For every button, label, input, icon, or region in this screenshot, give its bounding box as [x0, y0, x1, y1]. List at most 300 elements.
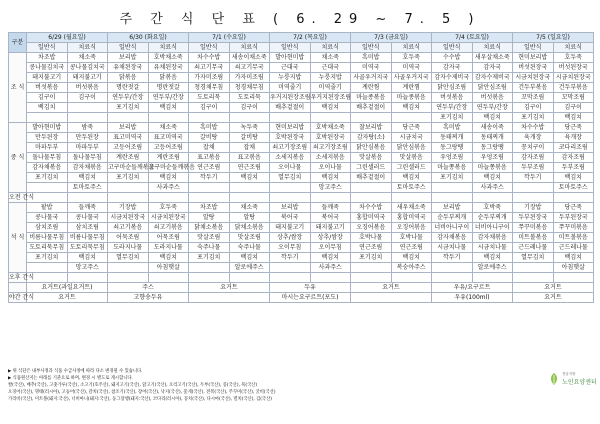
- dinner-row: [9, 233, 594, 243]
- menu-cell: 홍합미역국: [351, 213, 392, 223]
- menu-cell: 잡채: [189, 143, 230, 153]
- snack-cell: [553, 193, 594, 203]
- menu-cell: 시금치된장국: [553, 73, 594, 83]
- menu-cell: 감자탕(소): [351, 133, 392, 143]
- menu-cell: 아침햇살: [553, 263, 594, 273]
- dinner-row: [9, 253, 594, 263]
- snack-cell: [310, 193, 351, 203]
- menu-cell: 백김치: [67, 173, 108, 183]
- menu-cell: 순두부찌개: [472, 213, 513, 223]
- menu-cell: 오이나물: [310, 163, 351, 173]
- snack-cell: 요거트: [189, 283, 270, 293]
- menu-cell: 콩나물김치국: [27, 63, 68, 73]
- snack-cell: [513, 193, 554, 203]
- menu-cell: 쭈꾸미볶음: [553, 223, 594, 233]
- menu-cell: 호박채소죽: [148, 53, 189, 63]
- menu-cell: 그린샐러드: [391, 163, 432, 173]
- menu-cell: 콩나물김치국: [67, 63, 108, 73]
- menu-cell: 닭볶음: [148, 73, 189, 83]
- menu-cell: 포기김치: [108, 173, 149, 183]
- menu-cell: 동태찌개: [432, 133, 473, 143]
- menu-cell: 도토리묵무침: [27, 243, 68, 253]
- menu-cell: [513, 263, 554, 273]
- menu-cell: 건두부볶음: [513, 83, 554, 93]
- menu-cell: 호두죽: [391, 53, 432, 63]
- menu-cell: 호박된장국: [310, 133, 351, 143]
- menu-cell: [189, 183, 230, 193]
- menu-cell: 가자미조림: [189, 73, 230, 83]
- menu-cell: 호박채소죽: [310, 123, 351, 133]
- menu-cell: [351, 263, 392, 273]
- menu-cell: 닭안심조림: [432, 83, 473, 93]
- snack-cell: 요거트: [513, 283, 594, 293]
- menu-cell: 오이나물: [270, 163, 311, 173]
- regular-diet-header: 일반식: [27, 43, 68, 53]
- breakfast-row: [9, 53, 594, 63]
- menu-cell: 호두죽: [148, 203, 189, 213]
- menu-cell: 돼지불고기: [67, 73, 108, 83]
- menu-cell: 콩나물국: [27, 213, 68, 223]
- menu-cell: [189, 263, 230, 273]
- menu-cell: 명란젓갈: [148, 83, 189, 93]
- menu-cell: 가자미조림: [229, 73, 270, 83]
- menu-cell: 도토리묵: [189, 93, 230, 103]
- dinner-row: [9, 243, 594, 253]
- menu-cell: 두부된장국: [553, 213, 594, 223]
- menu-cell: 시금치국: [391, 133, 432, 143]
- menu-cell: 깍두기: [270, 253, 311, 263]
- footer-note: ▶ 식품원산지는 아래를 기준으로 하며, 변경 시 별도로 게시합니다.: [8, 376, 133, 381]
- menu-cell: 사과주스: [310, 263, 351, 273]
- menu-cell: 맛살볶음: [351, 153, 392, 163]
- menu-cell: 유채된장국: [148, 63, 189, 73]
- menu-cell: 숙주나물: [229, 243, 270, 253]
- menu-cell: 알로에주스: [472, 263, 513, 273]
- menu-cell: 미트볼볶음: [553, 233, 594, 243]
- footer-note: 오징어(국산), 명태(러시아), 고등어(국산), 갈치(국산), 참조기(국산), 장어(국산), 낙지(국산), 꽃게(국산), 전복(국산), 주꾸미(국산), 굴비(국산): [8, 390, 276, 395]
- menu-cell: 호박죽: [472, 203, 513, 213]
- menu-cell: 돼지불고기: [310, 223, 351, 233]
- menu-cell: 보리밥: [432, 203, 473, 213]
- snack-cell: 요거트: [513, 293, 594, 303]
- breakfast-row: [9, 113, 594, 123]
- menu-cell: 차수수밥: [189, 53, 230, 63]
- footer-note: 가리비(국산), 미트볼(돼지:국산), 너비아니(돼지:국산), 동그랑땡(돼지:국산), 코다리(러시아), 꽁치(국산), 다시마(국산), 멸치(국산), 김(국산): [8, 397, 272, 402]
- menu-cell: 닭안심조림: [472, 83, 513, 93]
- lunch-row: [9, 163, 594, 173]
- menu-cell: 도토리묵무침: [67, 243, 108, 253]
- am-snack-row: [9, 193, 594, 203]
- menu-cell: 돌나물무침: [27, 153, 68, 163]
- menu-cell: 열무김치: [270, 173, 311, 183]
- menu-cell: 흑미밥: [189, 123, 230, 133]
- snack-cell: [229, 273, 270, 283]
- pm-snack-label: 오후 간식: [9, 274, 35, 281]
- menu-cell: 꽁치구이: [513, 143, 554, 153]
- menu-cell: 호두죽: [553, 53, 594, 63]
- menu-cell: 버섯된장국: [553, 63, 594, 73]
- menu-cell: 백김치: [229, 253, 270, 263]
- center-logo: [548, 370, 597, 390]
- menu-cell: 백김치: [553, 173, 594, 183]
- menu-cell: 마늘쫑볶음: [432, 163, 473, 173]
- menu-cell: 미역줄기: [270, 83, 311, 93]
- therapeutic-diet-header: 치료식: [553, 43, 594, 53]
- menu-cell: 두부조림: [513, 163, 554, 173]
- menu-cell: [351, 183, 392, 193]
- snack-cell: [553, 273, 594, 283]
- menu-cell: 채소죽: [67, 53, 108, 63]
- lunch-row: [9, 153, 594, 163]
- menu-cell: [67, 113, 108, 123]
- menu-cell: 백김치: [229, 173, 270, 183]
- menu-cell: 누룽지밥: [310, 73, 351, 83]
- therapeutic-diet-header: 치료식: [310, 43, 351, 53]
- menu-cell: 만두된장: [67, 133, 108, 143]
- menu-cell: 김구이: [229, 103, 270, 113]
- menu-cell: 미역국: [391, 63, 432, 73]
- menu-cell: 백김치: [148, 253, 189, 263]
- menu-cell: 삼치조림: [27, 223, 68, 233]
- menu-cell: 녹두죽: [229, 123, 270, 133]
- menu-cell: 배추겉절이: [270, 103, 311, 113]
- menu-cell: [432, 263, 473, 273]
- menu-cell: 알탕: [229, 213, 270, 223]
- menu-cell: 새송이죽: [472, 123, 513, 133]
- snack-cell: 주스: [108, 283, 189, 293]
- menu-cell: 발아현미밥: [27, 123, 68, 133]
- menu-cell: 꼬막조림: [553, 93, 594, 103]
- menu-cell: 보리밥: [108, 123, 149, 133]
- snack-cell: [270, 273, 311, 283]
- snack-cell: 마시는요구르트(포도): [270, 293, 351, 303]
- lunch-row: [9, 143, 594, 153]
- menu-cell: 홍합미역국: [391, 213, 432, 223]
- menu-cell: 배추겉절이: [351, 103, 392, 113]
- menu-cell: 차수수밥: [513, 123, 554, 133]
- menu-cell: 어묵조림: [148, 233, 189, 243]
- snack-cell: [189, 273, 230, 283]
- snack-cell: [513, 273, 554, 283]
- menu-cell: 그린샐러드: [351, 163, 392, 173]
- menu-cell: 육개장: [553, 133, 594, 143]
- menu-cell: 복숭아주스: [391, 263, 432, 273]
- menu-cell: 김구이: [513, 103, 554, 113]
- snack-cell: 우유(100ml): [432, 293, 513, 303]
- snack-cell: [310, 273, 351, 283]
- snack-cell: 고향송두유: [108, 293, 189, 303]
- breakfast-label: 조 식: [9, 53, 27, 123]
- menu-cell: 포기김치: [108, 103, 149, 113]
- menu-cell: 열무김치: [513, 253, 554, 263]
- snack-cell: [189, 293, 270, 303]
- menu-cell: 백김치: [472, 113, 513, 123]
- menu-cell: 상추/쌈장: [270, 233, 311, 243]
- menu-cell: 갈비탕: [229, 133, 270, 143]
- snack-cell: [67, 273, 108, 283]
- night-snack-label: 야간 간식: [9, 294, 35, 301]
- menu-cell: 포기김치: [513, 113, 554, 123]
- dinner-row: [9, 223, 594, 233]
- menu-cell: 우엉조림: [432, 153, 473, 163]
- menu-cell: 연두부/간장: [472, 103, 513, 113]
- snack-cell: 요거트(과일요거트): [27, 283, 108, 293]
- menu-cell: 버섯볶음: [432, 93, 473, 103]
- snack-cell: [391, 193, 432, 203]
- menu-cell: 근대국: [270, 63, 311, 73]
- menu-cell: [229, 183, 270, 193]
- day-header: 7/4 (토요일): [432, 33, 513, 43]
- menu-cell: 연근조림: [229, 163, 270, 173]
- therapeutic-diet-header: 치료식: [391, 43, 432, 53]
- menu-cell: 채소죽: [310, 53, 351, 63]
- snack-cell: [432, 273, 473, 283]
- snack-cell: [67, 193, 108, 203]
- menu-cell: 사과주스: [148, 183, 189, 193]
- menu-cell: 계란조림: [108, 153, 149, 163]
- menu-cell: 소세지볶음: [310, 153, 351, 163]
- menu-cell: 두부된장국: [513, 213, 554, 223]
- menu-cell: 포기김치: [432, 173, 473, 183]
- menu-cell: 마파두부: [27, 143, 68, 153]
- category-header: 구분: [9, 33, 27, 53]
- snack-cell: [351, 193, 392, 203]
- menu-cell: 포기김치: [27, 173, 68, 183]
- dinner-row: [9, 263, 594, 273]
- menu-cell: 차조밥: [189, 203, 230, 213]
- menu-cell: 마늘종볶음: [391, 93, 432, 103]
- menu-cell: 백김치: [553, 113, 594, 123]
- therapeutic-diet-header: 치료식: [472, 43, 513, 53]
- menu-cell: 감자조림: [513, 153, 554, 163]
- snack-cell: [148, 273, 189, 283]
- menu-cell: 감자국: [472, 63, 513, 73]
- menu-cell: 포기김치: [27, 253, 68, 263]
- menu-cell: 유채된장국: [108, 63, 149, 73]
- menu-cell: 시금치된장국: [513, 73, 554, 83]
- menu-cell: 동그랑땡: [472, 143, 513, 153]
- day-header: 7/1 (수요일): [189, 33, 270, 43]
- regular-diet-header: 일반식: [432, 43, 473, 53]
- menu-cell: 백김치: [148, 103, 189, 113]
- menu-cell: 연근조림: [189, 163, 230, 173]
- snack-cell: 요거트: [351, 283, 432, 293]
- menu-cell: 감자채볶음: [27, 163, 68, 173]
- menu-cell: 동그랑땡: [432, 143, 473, 153]
- menu-cell: 쭈꾸미볶음: [513, 223, 554, 233]
- menu-cell: 새송이채소죽: [229, 53, 270, 63]
- snack-cell: [472, 273, 513, 283]
- day-header: 6/30 (화요일): [108, 33, 189, 43]
- menu-cell: 수수밥: [432, 53, 473, 63]
- menu-cell: 근드레나물: [553, 243, 594, 253]
- menu-cell: 계란찜: [391, 83, 432, 93]
- menu-cell: 쇠고기무국: [229, 63, 270, 73]
- menu-cell: 새우채소죽: [391, 203, 432, 213]
- menu-cell: [229, 113, 270, 123]
- menu-cell: 보리밥: [108, 53, 149, 63]
- menu-cell: 잡채: [229, 143, 270, 153]
- menu-cell: 버섯볶음: [472, 93, 513, 103]
- menu-cell: 당근죽: [553, 203, 594, 213]
- menu-cell: 감자채볶음: [432, 233, 473, 243]
- menu-cell: 너비아니구이: [432, 223, 473, 233]
- menu-cell: 당근죽: [391, 123, 432, 133]
- menu-table: [8, 32, 594, 303]
- snack-extra-row: [9, 283, 594, 293]
- menu-cell: 닭볶음: [108, 73, 149, 83]
- menu-cell: 상추/쌈장: [310, 233, 351, 243]
- am-snack-label: 오전 간식: [9, 194, 35, 201]
- menu-cell: 오이무침: [310, 243, 351, 253]
- dinner-label: 석 식: [9, 203, 27, 273]
- menu-cell: 차수수밥: [351, 203, 392, 213]
- menu-cell: 건두부볶음: [553, 83, 594, 93]
- menu-cell: 토마토주스: [553, 183, 594, 193]
- menu-cell: 사골우거지국: [351, 73, 392, 83]
- menu-cell: 오이무침: [270, 243, 311, 253]
- menu-cell: 찰보리밥: [351, 123, 392, 133]
- menu-cell: 마파두부: [67, 143, 108, 153]
- menu-cell: [432, 183, 473, 193]
- regular-diet-header: 일반식: [270, 43, 311, 53]
- menu-cell: 돼지불고기: [27, 73, 68, 83]
- lunch-label: 중 식: [9, 123, 27, 193]
- menu-cell: 버섯볶음: [67, 83, 108, 93]
- menu-cell: 코다리조림: [553, 143, 594, 153]
- menu-cell: 기장밥: [513, 203, 554, 213]
- menu-cell: 삼치조림: [67, 223, 108, 233]
- snack-cell: [189, 193, 230, 203]
- menu-cell: 토마토주스: [391, 183, 432, 193]
- lunch-row: [9, 173, 594, 183]
- menu-cell: 연두부/간장: [432, 103, 473, 113]
- footer-notes: [8, 368, 538, 403]
- menu-cell: 망고주스: [67, 263, 108, 273]
- menu-cell: 누룽지밥: [270, 73, 311, 83]
- menu-cell: 비름나물무침: [27, 233, 68, 243]
- menu-cell: 쇠고기장조림: [270, 143, 311, 153]
- snack-cell: [270, 193, 311, 203]
- regular-diet-header: 일반식: [351, 43, 392, 53]
- menu-cell: 닭채소볶음: [229, 223, 270, 233]
- leaf-logo-icon: [548, 372, 560, 386]
- menu-cell: 백김치: [67, 253, 108, 263]
- menu-cell: 김구이: [27, 93, 68, 103]
- regular-diet-header: 일반식: [513, 43, 554, 53]
- footer-note: 쌀(국산), 배추(국산), 고춧가루(국산), 소고기(호주산), 돼지고기(국산), 닭고기(국산), 오리고기(국산), 두부(국산), 콩(국산), 묵(국산): [8, 383, 258, 388]
- menu-cell: 현미보리밥: [270, 123, 311, 133]
- menu-cell: [108, 183, 149, 193]
- menu-cell: [189, 113, 230, 123]
- menu-cell: 우거지된장조림: [310, 94, 352, 101]
- menu-cell: 연근조림: [391, 243, 432, 253]
- snack-cell: [351, 293, 432, 303]
- snack-cell: [108, 273, 149, 283]
- menu-cell: 미역줄기: [310, 83, 351, 93]
- menu-cell: 사과주스: [472, 183, 513, 193]
- menu-cell: 아침햇살: [148, 263, 189, 273]
- menu-cell: 고구마순들깨볶음: [108, 164, 155, 171]
- menu-cell: [27, 263, 68, 273]
- menu-cell: [351, 113, 392, 123]
- menu-cell: 기장밥: [108, 203, 149, 213]
- menu-cell: 시금치된장국: [108, 213, 149, 223]
- menu-cell: [270, 183, 311, 193]
- menu-cell: [148, 113, 189, 123]
- menu-cell: 고등어조림: [148, 143, 189, 153]
- night-snack-row: [9, 293, 594, 303]
- lunch-row: [9, 133, 594, 143]
- menu-cell: 김구이: [189, 103, 230, 113]
- menu-cell: 맛살조림: [229, 233, 270, 243]
- menu-cell: 버섯된장국: [513, 63, 554, 73]
- menu-cell: 흑미밥: [351, 53, 392, 63]
- menu-cell: 새우살채소죽: [472, 53, 513, 63]
- menu-cell: [270, 263, 311, 273]
- menu-cell: 두부조림: [553, 163, 594, 173]
- menu-cell: 근드레나물: [513, 243, 554, 253]
- menu-cell: 감자조림: [553, 153, 594, 163]
- menu-cell: 호박나물: [391, 233, 432, 243]
- menu-cell: 알탕: [189, 213, 230, 223]
- day-header: 7/2 (목요일): [270, 33, 351, 43]
- menu-cell: 포기김치: [351, 253, 392, 263]
- therapeutic-diet-header: 치료식: [67, 43, 108, 53]
- menu-cell: 버섯볶음: [27, 83, 68, 93]
- day-header-row: [9, 33, 594, 43]
- menu-cell: 호박나물: [351, 233, 392, 243]
- menu-cell: 호박된장국: [270, 133, 311, 143]
- menu-cell: 백김치: [553, 253, 594, 263]
- menu-cell: 차조밥: [27, 53, 68, 63]
- menu-cell: 마늘쫑볶음: [472, 163, 513, 173]
- menu-cell: [108, 113, 149, 123]
- menu-cell: 백김치: [27, 103, 68, 113]
- menu-cell: 연두부/간장: [148, 93, 189, 103]
- menu-cell: 근대국: [310, 63, 351, 73]
- menu-cell: 김구이: [553, 103, 594, 113]
- menu-cell: 백김치: [148, 173, 189, 183]
- lunch-row: [9, 123, 594, 133]
- menu-cell: 쇠고기장조림: [310, 143, 351, 153]
- menu-cell: 흑미밥: [432, 123, 473, 133]
- snack-cell: [351, 273, 392, 283]
- menu-cell: 쇠고기볶음: [148, 223, 189, 233]
- snack-cell: [391, 273, 432, 283]
- menu-cell: 도라지나물: [148, 243, 189, 253]
- menu-cell: 도라지나물: [108, 243, 149, 253]
- menu-cell: 우엉조림: [472, 153, 513, 163]
- regular-diet-header: 일반식: [108, 43, 149, 53]
- menu-cell: [27, 183, 68, 193]
- menu-cell: 현미보리밥: [513, 53, 554, 63]
- menu-cell: 만두된장: [27, 133, 68, 143]
- menu-cell: 감자수제비국: [432, 73, 473, 83]
- menu-cell: 김구이: [67, 93, 108, 103]
- snack-cell: [108, 193, 149, 203]
- menu-cell: 시금치나물: [472, 243, 513, 253]
- menu-cell: 감자채볶음: [472, 233, 513, 243]
- therapeutic-diet-header: 치료식: [148, 43, 189, 53]
- snack-cell: 요거트: [27, 293, 108, 303]
- menu-cell: 망고주스: [310, 183, 351, 193]
- menu-cell: 오징어볶음: [351, 223, 392, 233]
- menu-cell: 숙주나물: [189, 243, 230, 253]
- menu-cell: 표고볶음: [229, 153, 270, 163]
- menu-cell: 꼬막조림: [513, 93, 554, 103]
- menu-cell: 백김치: [391, 103, 432, 113]
